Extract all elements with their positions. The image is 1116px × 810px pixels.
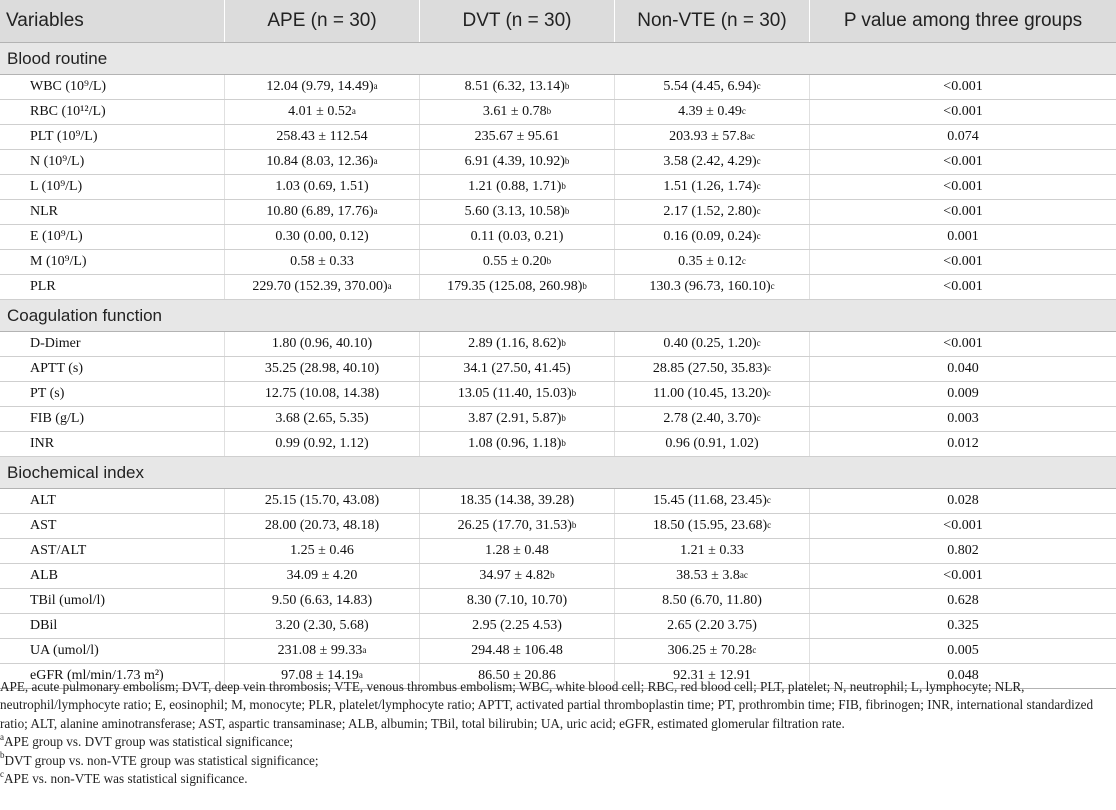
cell-dvt: 13.05 (11.40, 15.03) $^b$: [419, 382, 614, 406]
cell-nonvte: [614, 614, 809, 638]
cell-ape: [224, 514, 419, 538]
cell-var: [0, 175, 224, 199]
cell-value: 4.39 ± 0.49: [678, 104, 742, 119]
cell-ape: [224, 407, 419, 431]
cell-value: L (10⁹/L): [30, 179, 83, 194]
cell-value: 11.00 (10.45, 13.20): [653, 386, 767, 401]
cell-var: [0, 407, 224, 431]
cell-value: <0.001: [943, 204, 983, 219]
cell-nonvte: [614, 539, 809, 563]
cell-nonvte: [614, 589, 809, 613]
footnote-b-text: DVT group vs. non-VTE group was statistical significance;: [4, 752, 319, 768]
cell-value: 6.91 (4.39, 10.92): [464, 154, 565, 169]
cell-value: 18.35 (14.38, 39.28): [459, 493, 575, 508]
cell-ape: [224, 250, 419, 274]
table-row: [0, 514, 1116, 539]
cell-value: 2.89 (1.16, 8.62): [468, 336, 562, 351]
table-row: [0, 175, 1116, 200]
cell-ape: 229.70 (152.39, 370.00) $^a$: [224, 275, 419, 299]
section-header: Coagulation function: [0, 300, 1116, 332]
cell-var: [0, 514, 224, 538]
cell-value: <0.001: [943, 279, 983, 294]
table-row: [0, 275, 1116, 300]
cell-var: [0, 357, 224, 381]
cell-value: 0.325: [947, 618, 979, 633]
cell-p: [809, 564, 1116, 588]
cell-value: 10.84 (8.03, 12.36): [266, 154, 374, 169]
cell-ape: [224, 125, 419, 149]
cell-value: 34.97 ± 4.82: [479, 568, 551, 583]
cell-value: 1.21 (0.88, 1.71): [468, 179, 562, 194]
cell-value: 12.04 (9.79, 14.49): [266, 79, 374, 94]
cell-value: 1.51 (1.26, 1.74): [663, 179, 757, 194]
cell-value: 2.65 (2.20 3.75): [667, 618, 757, 633]
cell-dvt: [419, 539, 614, 563]
cell-nonvte: 11.00 (10.45, 13.20) $^c$: [614, 382, 809, 406]
cell-value: 229.70 (152.39, 370.00): [252, 279, 388, 294]
cell-p: [809, 489, 1116, 513]
cell-value: 1.21 ± 0.33: [680, 543, 744, 558]
cell-ape: [224, 614, 419, 638]
table-row: [0, 432, 1116, 457]
cell-value: <0.001: [943, 79, 983, 94]
cell-value: 0.040: [947, 361, 979, 376]
cell-dvt: 34.97 ± 4.82 $^b$: [419, 564, 614, 588]
cell-value: 0.628: [947, 593, 979, 608]
table-row: [0, 589, 1116, 614]
cell-value: 0.005: [947, 643, 979, 658]
cell-value: 5.60 (3.13, 10.58): [464, 204, 565, 219]
cell-value: 3.87 (2.91, 5.87): [468, 411, 562, 426]
cell-ape: 4.01 ± 0.52 $^a$: [224, 100, 419, 124]
table-row: [0, 250, 1116, 275]
cell-ape: 10.84 (8.03, 12.36) $^a$: [224, 150, 419, 174]
cell-value: 34.09 ± 4.20: [286, 568, 358, 583]
cell-p: [809, 250, 1116, 274]
cell-var: [0, 200, 224, 224]
cell-value: 0.009: [947, 386, 979, 401]
cell-p: [809, 614, 1116, 638]
cell-value: 235.67 ± 95.61: [474, 129, 560, 144]
cell-var: [0, 564, 224, 588]
cell-value: ALT: [30, 493, 56, 508]
cell-var: [0, 382, 224, 406]
cell-value: 8.50 (6.70, 11.80): [662, 593, 762, 608]
cell-var: [0, 150, 224, 174]
cell-p: [809, 539, 1116, 563]
cell-nonvte: 3.58 (2.42, 4.29) $^c$: [614, 150, 809, 174]
cell-nonvte: 1.51 (1.26, 1.74) $^c$: [614, 175, 809, 199]
cell-var: [0, 639, 224, 663]
cell-value: N (10⁹/L): [30, 154, 85, 169]
cell-value: 306.25 ± 70.28: [667, 643, 753, 658]
cell-var: [0, 539, 224, 563]
cell-value: 0.003: [947, 411, 979, 426]
cell-value: E (10⁹/L): [30, 229, 83, 244]
cell-dvt: 0.55 ± 0.20 $^b$: [419, 250, 614, 274]
cell-var: [0, 75, 224, 99]
cell-ape: 12.04 (9.79, 14.49) $^a$: [224, 75, 419, 99]
footnote-b-mark: b: [0, 750, 5, 761]
header-dvt: DVT (n = 30): [419, 0, 614, 42]
footnote-c-text: APE vs. non-VTE was statistical significance.: [4, 771, 248, 787]
cell-ape: [224, 489, 419, 513]
footnote-a-text: APE group vs. DVT group was statistical significance;: [4, 734, 294, 750]
cell-value: 15.45 (11.68, 23.45): [653, 493, 767, 508]
cell-nonvte: [614, 432, 809, 456]
cell-var: [0, 250, 224, 274]
cell-value: 0.16 (0.09, 0.24): [663, 229, 757, 244]
cell-value: 3.20 (2.30, 5.68): [275, 618, 369, 633]
cell-value: 3.68 (2.65, 5.35): [275, 411, 369, 426]
cell-ape: [224, 564, 419, 588]
table-row: [0, 564, 1116, 589]
cell-value: 18.50 (15.95, 23.68): [652, 518, 768, 533]
cell-dvt: 3.61 ± 0.78 $^b$: [419, 100, 614, 124]
cell-value: 0.96 (0.91, 1.02): [665, 436, 759, 451]
cell-value: WBC (10⁹/L): [30, 79, 107, 94]
cell-value: 0.58 ± 0.33: [290, 254, 354, 269]
footnote-b: [0, 752, 1112, 770]
cell-value: NLR: [30, 204, 58, 219]
cell-value: <0.001: [943, 179, 983, 194]
cell-value: 0.30 (0.00, 0.12): [275, 229, 369, 244]
cell-value: PLT (10⁹/L): [30, 129, 98, 144]
cell-value: <0.001: [943, 518, 983, 533]
cell-value: 8.30 (7.10, 10.70): [466, 593, 568, 608]
cell-value: <0.001: [943, 104, 983, 119]
cell-var: [0, 614, 224, 638]
cell-dvt: 8.51 (6.32, 13.14) $^b$: [419, 75, 614, 99]
cell-value: 258.43 ± 112.54: [276, 129, 368, 144]
cell-dvt: [419, 614, 614, 638]
cell-value: 28.85 (27.50, 35.83): [652, 361, 768, 376]
cell-p: [809, 407, 1116, 431]
cell-value: 203.93 ± 57.8: [669, 129, 747, 144]
cell-value: AST/ALT: [30, 543, 87, 558]
cell-value: 0.40 (0.25, 1.20): [663, 336, 757, 351]
cell-ape: [224, 432, 419, 456]
cell-value: 1.03 (0.69, 1.51): [275, 179, 369, 194]
table-row: [0, 489, 1116, 514]
cell-dvt: 3.87 (2.91, 5.87) $^b$: [419, 407, 614, 431]
cell-dvt: 6.91 (4.39, 10.92) $^b$: [419, 150, 614, 174]
cell-value: 1.08 (0.96, 1.18): [468, 436, 562, 451]
cell-nonvte: 0.40 (0.25, 1.20) $^c$: [614, 332, 809, 356]
cell-nonvte: 18.50 (15.95, 23.68) $^c$: [614, 514, 809, 538]
cell-value: UA (umol/l): [30, 643, 99, 658]
cell-value: PLR: [30, 279, 56, 294]
cell-p: [809, 432, 1116, 456]
footnote-c: [0, 770, 1112, 788]
cell-value: 231.08 ± 99.33: [277, 643, 363, 658]
cell-nonvte: 0.16 (0.09, 0.24) $^c$: [614, 225, 809, 249]
cell-value: 2.17 (1.52, 2.80): [663, 204, 757, 219]
cell-value: 4.01 ± 0.52: [288, 104, 352, 119]
cell-p: [809, 514, 1116, 538]
header-nonvte: Non-VTE (n = 30): [614, 0, 809, 42]
cell-var: [0, 275, 224, 299]
cell-ape: [224, 382, 419, 406]
cell-value: D-Dimer: [30, 336, 81, 351]
cell-value: 34.1 (27.50, 41.45): [463, 361, 571, 376]
cell-nonvte: 5.54 (4.45, 6.94) $^c$: [614, 75, 809, 99]
table-row: [0, 614, 1116, 639]
cell-value: 0.012: [947, 436, 979, 451]
cell-var: [0, 489, 224, 513]
cell-value: 1.28 ± 0.48: [485, 543, 549, 558]
cell-nonvte: 28.85 (27.50, 35.83) $^c$: [614, 357, 809, 381]
cell-p: [809, 200, 1116, 224]
cell-p: [809, 382, 1116, 406]
cell-value: M (10⁹/L): [30, 254, 87, 269]
cell-dvt: 1.21 (0.88, 1.71) $^b$: [419, 175, 614, 199]
cell-value: 86.50 ± 20.86: [478, 668, 556, 683]
cell-var: [0, 125, 224, 149]
cell-var: [0, 332, 224, 356]
cell-p: [809, 275, 1116, 299]
table-row: [0, 382, 1116, 407]
cell-ape: [224, 539, 419, 563]
footnote-abbreviations: APE, acute pulmonary embolism; DVT, deep vein thrombosis; VTE, venous thrombus embolism; WBC, white blood cell; RBC, red blood cell; PLT, platelet; N, neutrophil; L, lymphocyte; NLR, neutrophil/lymphocyte ratio; E, eosinophil; M, monocyte; PLR, platelet/lymphocyte ratio; APTT, activated partial thromboplastin time; PT, prothrombin time; FIB, fibrinogen; INR, international standardized ratio; ALT, alanine aminotransferase; AST, aspartic transaminase; ALB, albumin; TBil, total bilirubin; UA, uric acid; eGFR, estimated glomerular filtration rate.: [0, 679, 1094, 731]
cell-dvt: [419, 489, 614, 513]
cell-dvt: [419, 639, 614, 663]
cell-ape: [224, 175, 419, 199]
cell-nonvte: 306.25 ± 70.28 $^c$: [614, 639, 809, 663]
cell-value: DBil: [30, 618, 58, 633]
cell-nonvte: 0.35 ± 0.12 $^c$: [614, 250, 809, 274]
cell-value: 92.31 ± 12.91: [673, 668, 751, 683]
cell-p: [809, 125, 1116, 149]
section-header: Blood routine: [0, 43, 1116, 75]
cell-value: 3.61 ± 0.78: [482, 104, 547, 119]
cell-p: [809, 100, 1116, 124]
cell-p: [809, 589, 1116, 613]
cell-value: 0.55 ± 0.20: [482, 254, 547, 269]
cell-value: 10.80 (6.89, 17.76): [266, 204, 374, 219]
cell-value: 1.80 (0.96, 40.10): [271, 336, 373, 351]
cell-value: 179.35 (125.08, 260.98): [447, 279, 583, 294]
header-pvalue: P value among three groups: [809, 0, 1116, 42]
cell-dvt: [419, 225, 614, 249]
cell-nonvte: 130.3 (96.73, 160.10) $^c$: [614, 275, 809, 299]
cell-ape: [224, 589, 419, 613]
table-row: [0, 539, 1116, 564]
cell-value: PT (s): [30, 386, 65, 401]
table-row: [0, 407, 1116, 432]
cell-ape: 10.80 (6.89, 17.76) $^a$: [224, 200, 419, 224]
cell-value: 28.00 (20.73, 48.18): [264, 518, 380, 533]
footnote-a-mark: a: [0, 731, 4, 742]
cell-value: RBC (10¹²/L): [30, 104, 106, 119]
table-row: [0, 75, 1116, 100]
table-row: [0, 225, 1116, 250]
cell-var: [0, 589, 224, 613]
cell-value: eGFR (ml/min/1.73 m²): [30, 668, 164, 683]
footnote-a: [0, 733, 1112, 751]
cell-value: 25.15 (15.70, 43.08): [264, 493, 380, 508]
cell-value: 130.3 (96.73, 160.10): [649, 279, 771, 294]
cell-var: [0, 100, 224, 124]
cell-value: <0.001: [943, 254, 983, 269]
table-body: [0, 43, 1116, 689]
cell-p: [809, 150, 1116, 174]
cell-value: APTT (s): [30, 361, 84, 376]
table-footnotes: [0, 678, 1112, 788]
cell-value: 12.75 (10.08, 14.38): [264, 386, 380, 401]
cell-value: AST: [30, 518, 57, 533]
cell-value: 97.08 ± 14.19: [281, 668, 359, 683]
cell-value: 2.78 (2.40, 3.70): [663, 411, 757, 426]
cell-p: [809, 225, 1116, 249]
cell-value: <0.001: [943, 336, 983, 351]
table-row: [0, 332, 1116, 357]
table-row: [0, 200, 1116, 225]
cell-value: 294.48 ± 106.48: [471, 643, 563, 658]
cell-p: [809, 332, 1116, 356]
cell-value: ALB: [30, 568, 58, 583]
cell-nonvte: 203.93 ± 57.8 $^{ac}$: [614, 125, 809, 149]
cell-value: 0.99 (0.92, 1.12): [275, 436, 369, 451]
cell-nonvte: 38.53 ± 3.8 $^{ac}$: [614, 564, 809, 588]
cell-value: <0.001: [943, 154, 983, 169]
table-row: [0, 125, 1116, 150]
cell-value: 0.802: [947, 543, 979, 558]
cell-dvt: [419, 357, 614, 381]
cell-p: [809, 639, 1116, 663]
cell-ape: [224, 332, 419, 356]
cell-p: [809, 75, 1116, 99]
table-row: [0, 100, 1116, 125]
cell-dvt: 26.25 (17.70, 31.53) $^b$: [419, 514, 614, 538]
cell-p: [809, 175, 1116, 199]
cell-p: [809, 357, 1116, 381]
cell-ape: [224, 225, 419, 249]
cell-ape: 231.08 ± 99.33 $^a$: [224, 639, 419, 663]
cell-value: TBil (umol/l): [30, 593, 106, 608]
cell-value: FIB (g/L): [30, 411, 85, 426]
cell-dvt: [419, 125, 614, 149]
cell-value: 0.028: [947, 493, 979, 508]
cell-value: 0.35 ± 0.12: [678, 254, 742, 269]
cell-dvt: 2.89 (1.16, 8.62) $^b$: [419, 332, 614, 356]
cell-value: <0.001: [943, 568, 983, 583]
cell-var: [0, 225, 224, 249]
cell-value: 2.95 (2.25 4.53): [472, 618, 562, 633]
cell-nonvte: 15.45 (11.68, 23.45) $^c$: [614, 489, 809, 513]
cell-value: 38.53 ± 3.8: [676, 568, 740, 583]
cell-dvt: 179.35 (125.08, 260.98) $^b$: [419, 275, 614, 299]
cell-nonvte: 2.17 (1.52, 2.80) $^c$: [614, 200, 809, 224]
cell-value: 8.51 (6.32, 13.14): [464, 79, 565, 94]
table-header: [0, 0, 1116, 43]
cell-value: 13.05 (11.40, 15.03): [457, 386, 572, 401]
cell-value: 26.25 (17.70, 31.53): [457, 518, 572, 533]
cell-value: 0.11 (0.03, 0.21): [470, 229, 564, 244]
cell-value: 0.001: [947, 229, 979, 244]
cell-value: 3.58 (2.42, 4.29): [663, 154, 757, 169]
table-row: [0, 150, 1116, 175]
cell-ape: 97.08 ± 14.19 $^a$: [224, 664, 419, 688]
cell-ape: [224, 357, 419, 381]
cell-dvt: [419, 589, 614, 613]
cell-nonvte: 4.39 ± 0.49 $^c$: [614, 100, 809, 124]
table-row: [0, 639, 1116, 664]
cell-dvt: 5.60 (3.13, 10.58) $^b$: [419, 200, 614, 224]
cell-var: [0, 432, 224, 456]
cell-value: 9.50 (6.63, 14.83): [271, 593, 373, 608]
cell-nonvte: 2.78 (2.40, 3.70) $^c$: [614, 407, 809, 431]
cell-value: 0.048: [947, 668, 979, 683]
cell-value: 1.25 ± 0.46: [290, 543, 354, 558]
cell-value: 35.25 (28.98, 40.10): [264, 361, 380, 376]
cell-dvt: 1.08 (0.96, 1.18) $^b$: [419, 432, 614, 456]
header-variables: Variables: [6, 10, 84, 31]
cell-value: INR: [30, 436, 55, 451]
cell-value: 0.074: [947, 129, 979, 144]
table-row: [0, 357, 1116, 382]
section-header: Biochemical index: [0, 457, 1116, 489]
footnote-c-mark: c: [0, 768, 4, 779]
cell-value: 5.54 (4.45, 6.94): [663, 79, 757, 94]
header-ape: APE (n = 30): [224, 0, 419, 42]
